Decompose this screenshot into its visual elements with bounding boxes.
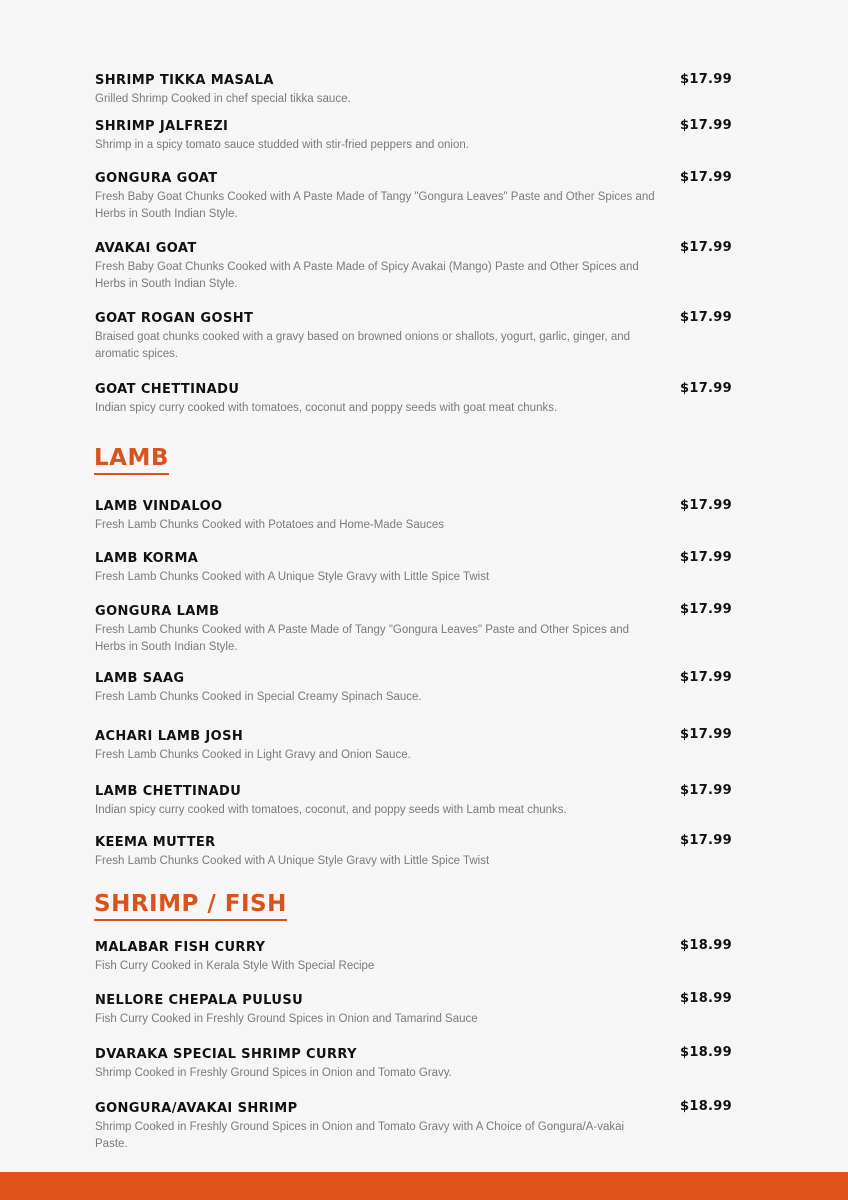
item-description: Fresh Lamb Chunks Cooked with A Unique Style Gravy with Little Spice Twist	[95, 855, 490, 867]
item-description: Shrimp Cooked in Freshly Ground Spices in Onion and Tomato Gravy with A Choice of Gongura/A-vakai Paste.	[95, 1121, 625, 1150]
item-name: GOAT CHETTINADU	[95, 382, 240, 397]
menu-item	[95, 498, 655, 534]
item-name: SHRIMP TIKKA MASALA	[95, 73, 274, 88]
item-name: AVAKAI GOAT	[95, 241, 197, 256]
item-description: Fresh Lamb Chunks Cooked with Potatoes and Home-Made Sauces	[95, 519, 445, 531]
menu-item	[95, 1046, 655, 1082]
item-name: SHRIMP JALFREZI	[95, 119, 229, 134]
item-price: $18.99	[680, 991, 732, 1006]
item-description: Fresh Baby Goat Chunks Cooked with A Paste Made of Spicy Avakai (Mango) Paste and Other Spices and Herbs in South Indian Style.	[95, 261, 639, 290]
item-description: Fresh Lamb Chunks Cooked with A Paste Made of Tangy "Gongura Leaves" Paste and Other Spices and Herbs in South Indian Style.	[95, 624, 630, 653]
item-name: LAMB CHETTINADU	[95, 784, 242, 799]
menu-item	[95, 381, 655, 417]
footer-bar	[0, 1172, 848, 1200]
menu-item	[95, 728, 655, 764]
item-price: $17.99	[680, 240, 732, 255]
item-description: Grilled Shrimp Cooked in chef special tikka sauce.	[95, 93, 351, 105]
item-name: GONGURA/AVAKAI SHRIMP	[95, 1101, 298, 1116]
menu-item	[95, 992, 655, 1028]
item-price: $17.99	[680, 498, 732, 513]
menu-item	[95, 783, 655, 819]
menu-item	[95, 170, 655, 223]
item-description: Fresh Lamb Chunks Cooked in Light Gravy and Onion Sauce.	[95, 749, 411, 761]
item-price: $17.99	[680, 727, 732, 742]
item-price: $17.99	[680, 72, 732, 87]
item-description: Fish Curry Cooked in Kerala Style With Special Recipe	[95, 960, 375, 972]
item-price: $17.99	[680, 310, 732, 325]
menu-item	[95, 310, 655, 363]
item-name: MALABAR FISH CURRY	[95, 940, 266, 955]
section-title-shrimp-fish: SHRIMP / FISH	[94, 890, 287, 921]
item-description: Shrimp Cooked in Freshly Ground Spices in Onion and Tomato Gravy.	[95, 1067, 452, 1079]
menu-item	[95, 72, 655, 108]
item-price: $17.99	[680, 170, 732, 185]
item-name: ACHARI LAMB JOSH	[95, 729, 244, 744]
item-description: Indian spicy curry cooked with tomatoes, coconut, and poppy seeds with Lamb meat chunks.	[95, 804, 567, 816]
menu-item	[95, 1100, 630, 1153]
menu-item	[95, 240, 655, 293]
item-price: $18.99	[680, 1045, 732, 1060]
menu-item	[95, 603, 655, 656]
item-price: $17.99	[680, 670, 732, 685]
item-name: KEEMA MUTTER	[95, 835, 216, 850]
item-description: Shrimp in a spicy tomato sauce studded with stir-fried peppers and onion.	[95, 139, 469, 151]
item-name: NELLORE CHEPALA PULUSU	[95, 993, 304, 1008]
menu-item	[95, 939, 655, 975]
section-title-lamb: LAMB	[94, 444, 169, 475]
item-description: Indian spicy curry cooked with tomatoes, coconut and poppy seeds with goat meat chunks.	[95, 402, 558, 414]
menu-item	[95, 834, 655, 870]
item-name: LAMB SAAG	[95, 671, 185, 686]
item-price: $17.99	[680, 602, 732, 617]
item-name: LAMB KORMA	[95, 551, 199, 566]
item-price: $17.99	[680, 381, 732, 396]
item-name: DVARAKA SPECIAL SHRIMP CURRY	[95, 1047, 357, 1062]
item-name: GONGURA LAMB	[95, 604, 220, 619]
item-price: $17.99	[680, 783, 732, 798]
item-description: Fresh Lamb Chunks Cooked in Special Creamy Spinach Sauce.	[95, 691, 422, 703]
item-description: Fish Curry Cooked in Freshly Ground Spices in Onion and Tamarind Sauce	[95, 1013, 478, 1025]
item-name: GONGURA GOAT	[95, 171, 218, 186]
menu-item	[95, 118, 655, 154]
item-price: $18.99	[680, 938, 732, 953]
item-description: Braised goat chunks cooked with a gravy based on browned onions or shallots, yogurt, garlic, ginger, and aromatic spices.	[95, 331, 631, 360]
item-description: Fresh Baby Goat Chunks Cooked with A Paste Made of Tangy "Gongura Leaves" Paste and Other Spices and Herbs in South Indian Style.	[95, 191, 655, 220]
item-description: Fresh Lamb Chunks Cooked with A Unique Style Gravy with Little Spice Twist	[95, 571, 490, 583]
item-price: $17.99	[680, 118, 732, 133]
menu-item	[95, 550, 655, 586]
item-name: LAMB VINDALOO	[95, 499, 223, 514]
item-price: $17.99	[680, 550, 732, 565]
menu-item	[95, 670, 655, 706]
item-name: GOAT ROGAN GOSHT	[95, 311, 254, 326]
item-price: $18.99	[680, 1099, 732, 1114]
item-price: $17.99	[680, 833, 732, 848]
